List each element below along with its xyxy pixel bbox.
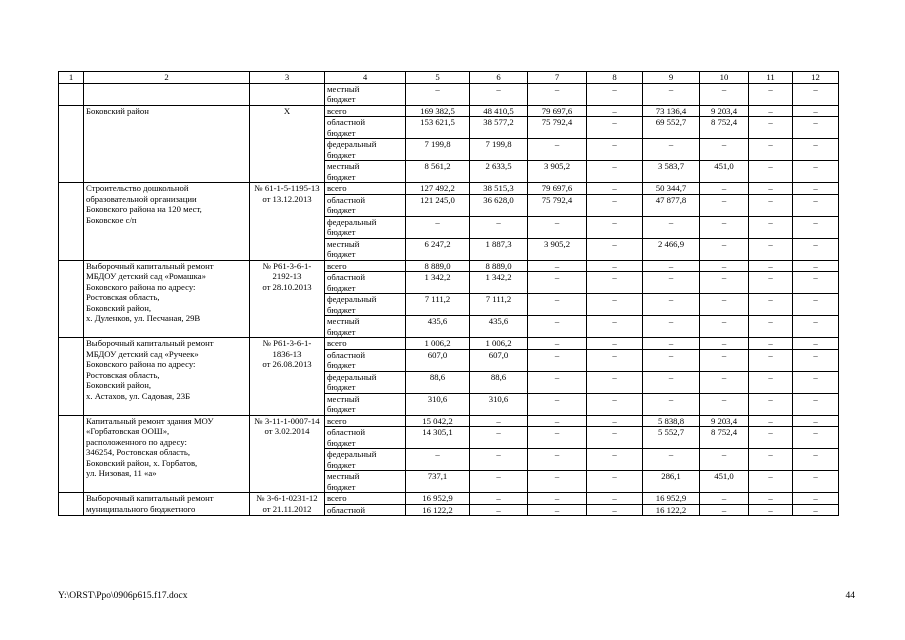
file-path: Y:\ORST\Ppo\0906p615.f17.docx [58,591,188,601]
value-cell: – [749,105,793,117]
value-cell: 47 877,8 [643,194,700,216]
value-cell: – [406,216,470,238]
value-cell: 2 633,5 [470,161,528,183]
column-number: 3 [250,72,325,84]
column-number: 7 [528,72,587,84]
value-cell: – [587,260,643,272]
value-cell: 73 136,4 [643,105,700,117]
value-cell: – [587,194,643,216]
value-cell: – [793,316,839,338]
budget-table [58,71,839,516]
value-cell: 16 952,9 [643,493,700,505]
budget-source-cell: всего [325,183,406,195]
table-row [59,83,839,105]
value-cell: 36 628,0 [470,194,528,216]
value-cell: 8 752,4 [700,427,749,449]
value-cell: 8 889,0 [470,260,528,272]
value-cell: – [749,338,793,350]
value-cell: – [700,316,749,338]
value-cell: – [749,371,793,393]
value-cell: – [700,216,749,238]
value-cell: – [528,260,587,272]
budget-source-cell: областной бюджет [325,194,406,216]
value-cell: – [587,161,643,183]
value-cell: – [528,493,587,505]
value-cell: 88,6 [406,371,470,393]
document-cell: № 61-1-5-1195-13 от 13.12.2013 [250,183,325,261]
value-cell: – [700,238,749,260]
table-row [59,260,839,272]
value-cell: – [406,449,470,471]
value-cell: – [643,216,700,238]
value-cell: – [793,504,839,516]
object-name-cell: Капитальный ремонт здания МОУ «Горбатовская ООШ», расположенного по адресу: 346254, Ростовская область, Боковский район, х. Горбатов, ул. Низовая, 11 «а» [84,415,250,493]
value-cell: – [643,260,700,272]
value-cell: – [587,471,643,493]
budget-source-cell: областной бюджет [325,349,406,371]
value-cell: – [700,183,749,195]
value-cell: – [528,349,587,371]
value-cell: – [793,427,839,449]
value-cell: – [643,294,700,316]
value-cell: – [749,316,793,338]
value-cell: – [470,504,528,516]
value-cell: 1 342,2 [406,272,470,294]
index-cell [59,493,84,516]
value-cell: 15 042,2 [406,415,470,427]
value-cell: – [700,449,749,471]
budget-source-cell: всего [325,415,406,427]
value-cell: – [587,349,643,371]
index-cell [59,415,84,493]
value-cell: 2 466,9 [643,238,700,260]
value-cell: – [528,471,587,493]
value-cell: – [793,272,839,294]
value-cell: – [587,504,643,516]
value-cell: – [700,393,749,415]
budget-source-cell: федеральный бюджет [325,216,406,238]
value-cell: – [470,471,528,493]
value-cell: – [587,493,643,505]
value-cell: – [793,371,839,393]
value-cell: – [749,393,793,415]
value-cell: 435,6 [406,316,470,338]
column-number: 9 [643,72,700,84]
value-cell: – [587,427,643,449]
value-cell: – [643,316,700,338]
value-cell: – [643,393,700,415]
value-cell: – [587,294,643,316]
value-cell: – [700,194,749,216]
index-cell [59,183,84,261]
value-cell: 121 245,0 [406,194,470,216]
value-cell: – [700,139,749,161]
value-cell: 7 199,8 [406,139,470,161]
value-cell: – [700,272,749,294]
value-cell: – [528,272,587,294]
budget-source-cell: местный бюджет [325,161,406,183]
budget-source-cell: местный бюджет [325,316,406,338]
value-cell: 5 838,8 [643,415,700,427]
value-cell: – [749,415,793,427]
value-cell: – [587,415,643,427]
value-cell: – [793,139,839,161]
value-cell: – [793,117,839,139]
value-cell: – [700,504,749,516]
value-cell: – [749,194,793,216]
value-cell: 8 889,0 [406,260,470,272]
table-row [59,493,839,505]
value-cell: – [470,493,528,505]
value-cell: – [528,504,587,516]
value-cell: – [528,371,587,393]
object-name-cell: Строительство дошкольной образовательной организации Боковского района на 120 мест, Боковское с/п [84,183,250,261]
value-cell: – [793,194,839,216]
column-number: 4 [325,72,406,84]
budget-source-cell: федеральный бюджет [325,449,406,471]
value-cell: 75 792,4 [528,117,587,139]
budget-source-cell: областной [325,504,406,516]
budget-source-cell: всего [325,493,406,505]
value-cell: – [587,83,643,105]
value-cell: 79 697,6 [528,105,587,117]
budget-source-cell: областной бюджет [325,272,406,294]
value-cell: – [643,349,700,371]
value-cell: – [793,161,839,183]
value-cell: – [587,216,643,238]
value-cell: – [587,272,643,294]
value-cell: 3 583,7 [643,161,700,183]
value-cell: 8 561,2 [406,161,470,183]
value-cell: 16 952,9 [406,493,470,505]
value-cell: – [793,415,839,427]
column-number: 5 [406,72,470,84]
budget-source-cell: местный бюджет [325,83,406,105]
budget-source-cell: всего [325,338,406,350]
value-cell: 169 382,5 [406,105,470,117]
value-cell: 3 905,2 [528,238,587,260]
object-name-cell: Выборочный капитальный ремонт МБДОУ детский сад «Ромашка» Боковского района по адресу: Ростовская область, Боковский район, х. Дуленков, ул. Песчаная, 29В [84,260,250,338]
value-cell: – [793,393,839,415]
column-number: 6 [470,72,528,84]
value-cell: – [793,449,839,471]
budget-source-cell: областной бюджет [325,117,406,139]
value-cell: – [587,117,643,139]
budget-source-cell: областной бюджет [325,427,406,449]
index-cell [59,105,84,183]
value-cell: – [749,216,793,238]
value-cell: 1 006,2 [406,338,470,350]
value-cell: 1 342,2 [470,272,528,294]
value-cell: – [749,294,793,316]
table-row [59,183,839,195]
value-cell: – [470,427,528,449]
value-cell: – [749,272,793,294]
value-cell: 451,0 [700,471,749,493]
header-row [59,72,839,84]
value-cell: – [528,139,587,161]
value-cell: 737,1 [406,471,470,493]
value-cell: 48 410,5 [470,105,528,117]
value-cell: 38 577,2 [470,117,528,139]
budget-source-cell: федеральный бюджет [325,294,406,316]
value-cell: – [700,83,749,105]
document-cell: № 3-6-1-0231-12 от 21.11.2012 [250,493,325,516]
value-cell: – [793,238,839,260]
index-cell [59,260,84,338]
value-cell: – [793,183,839,195]
value-cell: 7 111,2 [470,294,528,316]
value-cell: 7 111,2 [406,294,470,316]
value-cell: – [700,493,749,505]
budget-source-cell: федеральный бюджет [325,371,406,393]
value-cell: – [700,349,749,371]
object-name-cell: Выборочный капитальный ремонт МБДОУ детский сад «Ручеек» Боковского района по адресу: Ростовская область, Боковский район, х. Астахов, ул. Садовая, 23Б [84,338,250,416]
value-cell: 607,0 [470,349,528,371]
column-number: 10 [700,72,749,84]
value-cell: 1 887,3 [470,238,528,260]
value-cell: – [587,238,643,260]
value-cell: – [793,83,839,105]
value-cell: 16 122,2 [406,504,470,516]
column-number: 11 [749,72,793,84]
value-cell: 127 492,2 [406,183,470,195]
budget-source-cell: всего [325,260,406,272]
value-cell: – [793,216,839,238]
value-cell: – [700,338,749,350]
value-cell: – [749,493,793,505]
value-cell: 9 203,4 [700,105,749,117]
value-cell: 435,6 [470,316,528,338]
object-name-cell: Выборочный капитальный ремонт муниципального бюджетного [84,493,250,516]
value-cell: – [528,83,587,105]
value-cell: – [528,427,587,449]
value-cell: – [643,139,700,161]
value-cell: 9 203,4 [700,415,749,427]
value-cell: 7 199,8 [470,139,528,161]
value-cell: – [700,294,749,316]
budget-source-cell: федеральный бюджет [325,139,406,161]
value-cell: – [470,415,528,427]
value-cell: – [643,272,700,294]
budget-source-cell: всего [325,105,406,117]
value-cell: – [643,338,700,350]
value-cell: – [700,371,749,393]
value-cell: – [749,183,793,195]
document-cell: № Р61-3-6-1- 2192-13 от 28.10.2013 [250,260,325,338]
value-cell: – [793,260,839,272]
budget-source-cell: местный бюджет [325,471,406,493]
value-cell: – [528,338,587,350]
object-name-cell: Боковский район [84,105,250,183]
value-cell: – [528,393,587,415]
document-cell: № 3-11-1-0007-14 от 3.02.2014 [250,415,325,493]
value-cell: 14 305,1 [406,427,470,449]
column-number: 1 [59,72,84,84]
value-cell: 16 122,2 [643,504,700,516]
value-cell: – [528,415,587,427]
value-cell: 8 752,4 [700,117,749,139]
value-cell: – [749,139,793,161]
value-cell: – [470,449,528,471]
column-number: 8 [587,72,643,84]
value-cell: – [749,260,793,272]
value-cell: 38 515,3 [470,183,528,195]
value-cell: 69 552,7 [643,117,700,139]
value-cell: 451,0 [700,161,749,183]
value-cell: 1 006,2 [470,338,528,350]
value-cell: – [749,238,793,260]
value-cell: – [528,316,587,338]
value-cell: 286,1 [643,471,700,493]
value-cell: – [793,338,839,350]
value-cell: – [587,371,643,393]
table-row [59,415,839,427]
budget-source-cell: местный бюджет [325,238,406,260]
value-cell: – [749,83,793,105]
value-cell: – [749,349,793,371]
value-cell: – [749,117,793,139]
budget-source-cell: местный бюджет [325,393,406,415]
value-cell: 50 344,7 [643,183,700,195]
value-cell: – [749,427,793,449]
value-cell: – [587,183,643,195]
value-cell: – [749,161,793,183]
value-cell: – [749,449,793,471]
table-row [59,338,839,350]
value-cell: – [528,449,587,471]
value-cell: – [749,504,793,516]
value-cell: – [793,294,839,316]
value-cell: 607,0 [406,349,470,371]
value-cell: 153 621,5 [406,117,470,139]
index-cell [59,338,84,416]
value-cell: – [587,316,643,338]
document-cell [250,83,325,105]
value-cell: – [700,260,749,272]
value-cell: – [643,371,700,393]
table-row [59,105,839,117]
value-cell: – [587,393,643,415]
value-cell: – [643,83,700,105]
column-number: 2 [84,72,250,84]
value-cell: – [749,471,793,493]
value-cell: 3 905,2 [528,161,587,183]
value-cell: 79 697,6 [528,183,587,195]
value-cell: – [793,105,839,117]
index-cell [59,83,84,105]
value-cell: – [587,338,643,350]
value-cell: – [587,449,643,471]
value-cell: – [643,449,700,471]
column-number: 12 [793,72,839,84]
value-cell: – [793,349,839,371]
value-cell: – [406,83,470,105]
value-cell: – [470,216,528,238]
value-cell: – [587,139,643,161]
value-cell: – [793,471,839,493]
value-cell: 5 552,7 [643,427,700,449]
value-cell: 310,6 [470,393,528,415]
document-cell: № Р61-3-6-1- 1836-13 от 26.08.2013 [250,338,325,416]
object-name-cell [84,83,250,105]
value-cell: – [587,105,643,117]
value-cell: 75 792,4 [528,194,587,216]
document-cell: Х [250,105,325,183]
page-number: 44 [845,591,855,601]
value-cell: – [470,83,528,105]
value-cell: 88,6 [470,371,528,393]
value-cell: 310,6 [406,393,470,415]
value-cell: – [793,493,839,505]
value-cell: – [528,294,587,316]
value-cell: 6 247,2 [406,238,470,260]
value-cell: – [528,216,587,238]
